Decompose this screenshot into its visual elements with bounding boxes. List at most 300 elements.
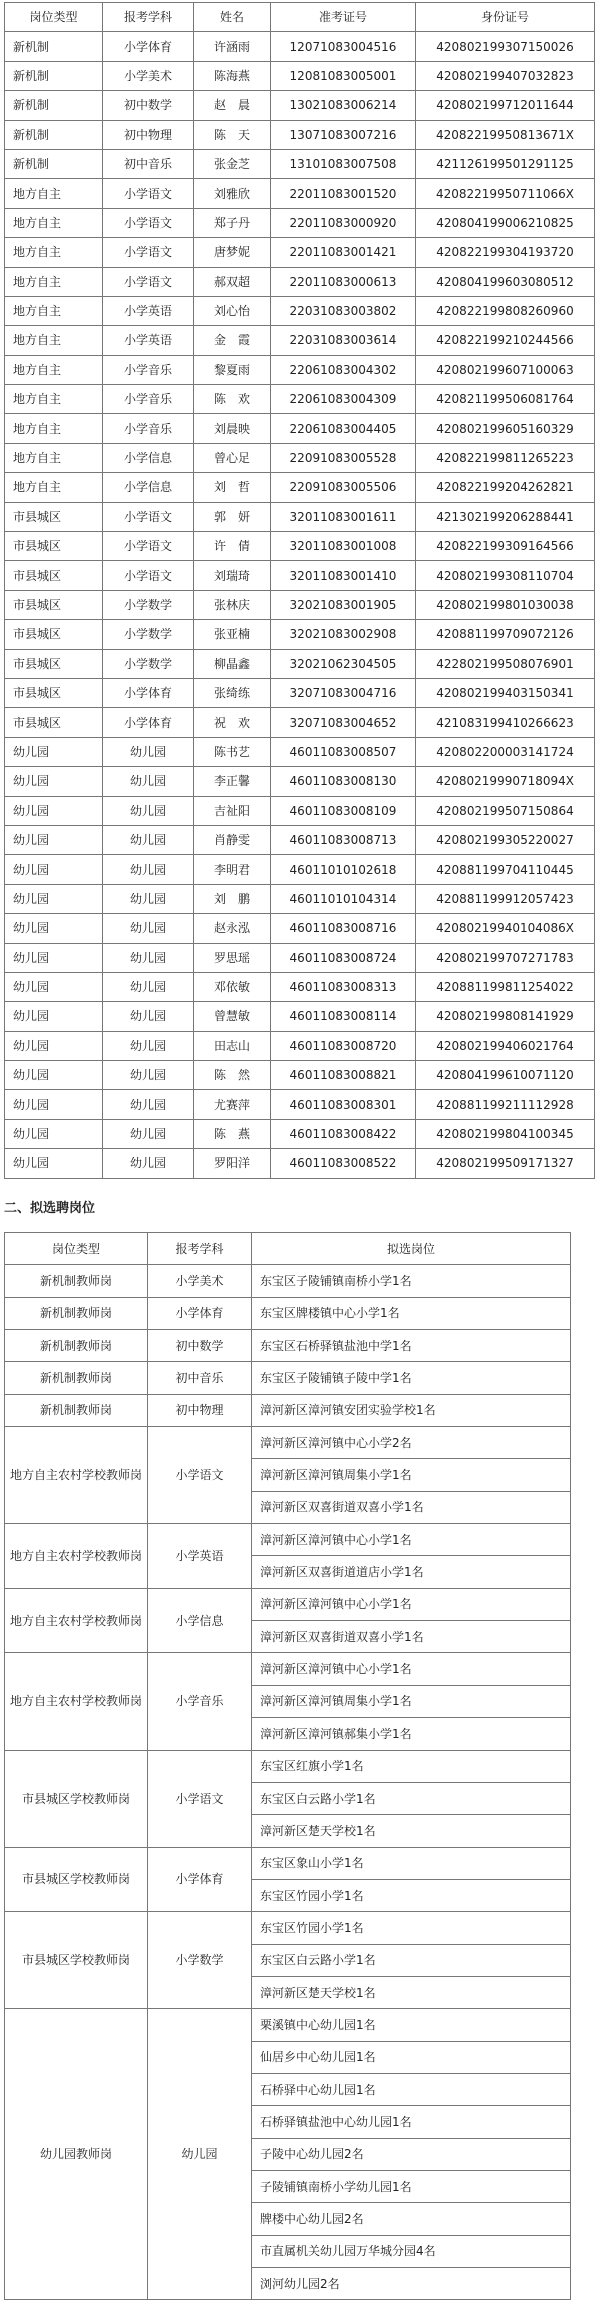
- post-cell: 漳河新区漳河镇安团实验学校1名: [252, 1394, 571, 1426]
- table-cell: 幼儿园: [103, 767, 194, 796]
- table-cell: 420802199307150026: [416, 32, 595, 61]
- table-cell: 32011083001611: [271, 502, 416, 531]
- subject-cell: 小学英语: [148, 1524, 252, 1589]
- table-cell: 唐梦妮: [194, 238, 271, 267]
- table-cell: 张绮练: [194, 678, 271, 707]
- table-cell: 地方自主: [5, 267, 103, 296]
- table-cell: 幼儿园: [103, 1119, 194, 1148]
- position-type-cell: 市县城区学校教师岗: [5, 1912, 148, 2009]
- table-cell: 市县城区: [5, 502, 103, 531]
- table-cell: 幼儿园: [103, 796, 194, 825]
- post-cell: 东宝区牌楼镇中心小学1名: [252, 1297, 571, 1329]
- table-cell: 420802199605160329: [416, 414, 595, 443]
- table-row: [5, 296, 595, 325]
- table-cell: 小学语文: [103, 179, 194, 208]
- table-cell: 42082219950813671X: [416, 120, 595, 149]
- post-cell: 漳河新区漳河镇中心小学1名: [252, 1588, 571, 1620]
- table-cell: 幼儿园: [5, 1061, 103, 1090]
- post-cell: 漳河新区漳河镇中心小学1名: [252, 1524, 571, 1556]
- table-cell: 地方自主: [5, 414, 103, 443]
- table-row: [5, 825, 595, 854]
- table-cell: 420822199210244566: [416, 326, 595, 355]
- table-cell: 42080219940104086X: [416, 914, 595, 943]
- table-cell: 小学英语: [103, 296, 194, 325]
- table-row: [5, 1002, 595, 1031]
- table-cell: 小学语文: [103, 502, 194, 531]
- table-row: [5, 796, 595, 825]
- table-cell: 22091083005528: [271, 443, 416, 472]
- positions-table: [4, 1232, 571, 2300]
- position-type-cell: 地方自主农村学校教师岗: [5, 1427, 148, 1524]
- subject-cell: 初中数学: [148, 1330, 252, 1362]
- table-cell: 幼儿园: [5, 972, 103, 1001]
- table-cell: 420802199509171327: [416, 1149, 595, 1178]
- table-row: [5, 1847, 571, 1879]
- table-row: [5, 1297, 571, 1329]
- post-cell: 东宝区子陵铺镇子陵中学1名: [252, 1362, 571, 1394]
- table-cell: 新机制: [5, 91, 103, 120]
- table-cell: 46011083008713: [271, 825, 416, 854]
- table-cell: 422802199508076901: [416, 649, 595, 678]
- table-row: [5, 473, 595, 502]
- table-cell: 420802199308110704: [416, 561, 595, 590]
- table-cell: 市县城区: [5, 620, 103, 649]
- position-type-cell: 幼儿园教师岗: [5, 2009, 148, 2300]
- header-cell: 身份证号: [416, 3, 595, 32]
- table-cell: 幼儿园: [5, 825, 103, 854]
- post-cell: 牌楼中心幼儿园2名: [252, 2203, 571, 2235]
- table-cell: 幼儿园: [103, 1002, 194, 1031]
- table-cell: 46011010104314: [271, 884, 416, 913]
- table-cell: 420881199211112928: [416, 1090, 595, 1119]
- post-cell: 石桥驿镇盐池中心幼儿园1名: [252, 2106, 571, 2138]
- table-cell: 12071083004516: [271, 32, 416, 61]
- subject-cell: 小学语文: [148, 1750, 252, 1847]
- table-cell: 32021062304505: [271, 649, 416, 678]
- table-cell: 46011083008716: [271, 914, 416, 943]
- table-row: [5, 708, 595, 737]
- post-cell: 东宝区白云路小学1名: [252, 1782, 571, 1814]
- table-row: [5, 914, 595, 943]
- table-cell: 22091083005506: [271, 473, 416, 502]
- table-cell: 幼儿园: [5, 1090, 103, 1119]
- table-cell: 初中数学: [103, 91, 194, 120]
- table-cell: 22061083004309: [271, 385, 416, 414]
- table-cell: 新机制: [5, 61, 103, 90]
- table-cell: 许 倩: [194, 532, 271, 561]
- table-row: [5, 767, 595, 796]
- table-cell: 幼儿园: [5, 914, 103, 943]
- table-row: [5, 532, 595, 561]
- subject-cell: 小学音乐: [148, 1653, 252, 1750]
- post-cell: 漳河新区楚天学校1名: [252, 1976, 571, 2008]
- table-cell: 46011083008724: [271, 943, 416, 972]
- table-cell: 陈海燕: [194, 61, 271, 90]
- table-cell: 421126199501291125: [416, 149, 595, 178]
- table-cell: 郑子丹: [194, 208, 271, 237]
- position-type-cell: 地方自主农村学校教师岗: [5, 1653, 148, 1750]
- table-row: [5, 238, 595, 267]
- table-row: [5, 590, 595, 619]
- table-cell: 幼儿园: [103, 914, 194, 943]
- table-cell: 柳晶鑫: [194, 649, 271, 678]
- table-cell: 32011083001410: [271, 561, 416, 590]
- table-cell: 赵永泓: [194, 914, 271, 943]
- subject-cell: 幼儿园: [148, 2009, 252, 2300]
- table-cell: 小学语文: [103, 267, 194, 296]
- table-row: [5, 61, 595, 90]
- table-cell: 幼儿园: [5, 737, 103, 766]
- table-cell: 郭 妍: [194, 502, 271, 531]
- table-cell: 小学体育: [103, 678, 194, 707]
- table-cell: 地方自主: [5, 296, 103, 325]
- table-cell: 420802199406021764: [416, 1031, 595, 1060]
- table-cell: 小学音乐: [103, 414, 194, 443]
- table-cell: 12081083005001: [271, 61, 416, 90]
- post-cell: 浏河幼儿园2名: [252, 2268, 571, 2300]
- table-cell: 市县城区: [5, 561, 103, 590]
- table-cell: 刘 鹏: [194, 884, 271, 913]
- table-cell: 13021083006214: [271, 91, 416, 120]
- table-cell: 420802199305220027: [416, 825, 595, 854]
- position-type-cell: 地方自主农村学校教师岗: [5, 1524, 148, 1589]
- table-cell: 刘雅欣: [194, 179, 271, 208]
- table-cell: 幼儿园: [103, 855, 194, 884]
- table-cell: 46011083008130: [271, 767, 416, 796]
- table-cell: 陈 欢: [194, 385, 271, 414]
- table-row: [5, 561, 595, 590]
- table-cell: 420802199801030038: [416, 590, 595, 619]
- table-cell: 曾心足: [194, 443, 271, 472]
- table-row: [5, 1427, 571, 1459]
- table-cell: 幼儿园: [5, 1119, 103, 1148]
- subject-cell: 小学信息: [148, 1588, 252, 1653]
- table-cell: 田志山: [194, 1031, 271, 1060]
- table-cell: 32021083001905: [271, 590, 416, 619]
- table-cell: 新机制: [5, 149, 103, 178]
- table-cell: 420881199912057423: [416, 884, 595, 913]
- table-cell: 地方自主: [5, 326, 103, 355]
- header-cell: 准考证号: [271, 3, 416, 32]
- table-cell: 新机制: [5, 120, 103, 149]
- table-cell: 42082219950711066X: [416, 179, 595, 208]
- table-cell: 李正馨: [194, 767, 271, 796]
- table-cell: 420881199704110445: [416, 855, 595, 884]
- post-cell: 漳河新区漳河镇中心小学1名: [252, 1653, 571, 1685]
- table-row: [5, 1362, 571, 1394]
- table-cell: 幼儿园: [5, 767, 103, 796]
- position-type-cell: 市县城区学校教师岗: [5, 1847, 148, 1912]
- table-cell: 曾慧敏: [194, 1002, 271, 1031]
- table-cell: 许涵雨: [194, 32, 271, 61]
- table-cell: 22031083003802: [271, 296, 416, 325]
- table-cell: 张金芝: [194, 149, 271, 178]
- table-cell: 420822199811265223: [416, 443, 595, 472]
- table-cell: 初中音乐: [103, 149, 194, 178]
- post-cell: 东宝区象山小学1名: [252, 1847, 571, 1879]
- table-row: [5, 267, 595, 296]
- table-cell: 陈 燕: [194, 1119, 271, 1148]
- table-cell: 刘 哲: [194, 473, 271, 502]
- table-cell: 46011083008422: [271, 1119, 416, 1148]
- table-cell: 新机制: [5, 32, 103, 61]
- post-cell: 东宝区白云路小学1名: [252, 1944, 571, 1976]
- table-cell: 小学数学: [103, 590, 194, 619]
- table-cell: 46011010102618: [271, 855, 416, 884]
- section-heading: 二、拟选聘岗位: [4, 1201, 96, 1216]
- table-cell: 地方自主: [5, 385, 103, 414]
- table-cell: 市县城区: [5, 532, 103, 561]
- table-cell: 祝 欢: [194, 708, 271, 737]
- table-cell: 小学信息: [103, 443, 194, 472]
- table-cell: 46011083008507: [271, 737, 416, 766]
- table-row: [5, 1330, 571, 1362]
- table-cell: 赵 晨: [194, 91, 271, 120]
- table-row: [5, 1750, 571, 1782]
- table-cell: 郝双超: [194, 267, 271, 296]
- table-cell: 李明君: [194, 855, 271, 884]
- header-cell: 岗位类型: [5, 1233, 148, 1265]
- table-cell: 420802199507150864: [416, 796, 595, 825]
- post-cell: 市直属机关幼儿园万华城分园4名: [252, 2235, 571, 2267]
- table-cell: 420822199204262821: [416, 473, 595, 502]
- table-cell: 幼儿园: [103, 1090, 194, 1119]
- table-cell: 幼儿园: [5, 796, 103, 825]
- table-cell: 32071083004652: [271, 708, 416, 737]
- post-cell: 漳河新区漳河镇郝集小学1名: [252, 1718, 571, 1750]
- table-cell: 陈 然: [194, 1061, 271, 1090]
- table-cell: 刘瑞琦: [194, 561, 271, 590]
- position-type-cell: 市县城区学校教师岗: [5, 1750, 148, 1847]
- post-cell: 漳河新区漳河镇周集小学1名: [252, 1685, 571, 1717]
- table-cell: 421083199410266623: [416, 708, 595, 737]
- table-cell: 420881199811254022: [416, 972, 595, 1001]
- table-cell: 幼儿园: [103, 1061, 194, 1090]
- table-cell: 小学英语: [103, 326, 194, 355]
- table-row: [5, 120, 595, 149]
- post-cell: 漳河新区双喜街道道店小学1名: [252, 1556, 571, 1588]
- table-cell: 地方自主: [5, 208, 103, 237]
- post-cell: 漳河新区双喜街道双喜小学1名: [252, 1621, 571, 1653]
- table-cell: 邓依敏: [194, 972, 271, 1001]
- post-cell: 东宝区石桥驿镇盐池中学1名: [252, 1330, 571, 1362]
- table-cell: 金 霞: [194, 326, 271, 355]
- subject-cell: 小学数学: [148, 1912, 252, 2009]
- table-row: [5, 443, 595, 472]
- table-cell: 22061083004302: [271, 355, 416, 384]
- table-cell: 幼儿园: [103, 825, 194, 854]
- table-cell: 420822199309164566: [416, 532, 595, 561]
- table-cell: 420821199506081764: [416, 385, 595, 414]
- table-row: [5, 649, 595, 678]
- post-cell: 东宝区竹园小学1名: [252, 1912, 571, 1944]
- table-cell: 地方自主: [5, 355, 103, 384]
- table-cell: 幼儿园: [5, 1149, 103, 1178]
- table-cell: 420802199712011644: [416, 91, 595, 120]
- table-row: [5, 1031, 595, 1060]
- post-cell: 漳河新区楚天学校1名: [252, 1815, 571, 1847]
- table-row: [5, 1265, 571, 1297]
- table-cell: 小学语文: [103, 238, 194, 267]
- table-cell: 小学信息: [103, 473, 194, 502]
- table-cell: 幼儿园: [103, 737, 194, 766]
- table-row: [5, 1394, 571, 1426]
- table-row: [5, 149, 595, 178]
- table-cell: 市县城区: [5, 708, 103, 737]
- table-cell: 陈书艺: [194, 737, 271, 766]
- table-cell: 市县城区: [5, 678, 103, 707]
- table-cell: 420802199707271783: [416, 943, 595, 972]
- post-cell: 栗溪镇中心幼儿园1名: [252, 2009, 571, 2041]
- table-cell: 22011083001421: [271, 238, 416, 267]
- table-cell: 刘心怡: [194, 296, 271, 325]
- table-cell: 小学音乐: [103, 385, 194, 414]
- table-cell: 22011083000920: [271, 208, 416, 237]
- table-cell: 46011083008301: [271, 1090, 416, 1119]
- post-cell: 东宝区竹园小学1名: [252, 1879, 571, 1911]
- header-cell: 报考学科: [103, 3, 194, 32]
- table-row: [5, 502, 595, 531]
- table-row: [5, 1524, 571, 1556]
- table-row: [5, 855, 595, 884]
- table-cell: 22011083001520: [271, 179, 416, 208]
- table-cell: 32071083004716: [271, 678, 416, 707]
- table-cell: 420802199403150341: [416, 678, 595, 707]
- table-row: [5, 620, 595, 649]
- table-cell: 市县城区: [5, 590, 103, 619]
- post-cell: 漳河新区漳河镇周集小学1名: [252, 1459, 571, 1491]
- header-cell: 拟选岗位: [252, 1233, 571, 1265]
- table-row: [5, 1588, 571, 1620]
- table-cell: 幼儿园: [5, 884, 103, 913]
- post-cell: 东宝区红旗小学1名: [252, 1750, 571, 1782]
- table-cell: 尤赛萍: [194, 1090, 271, 1119]
- table-cell: 罗思瑶: [194, 943, 271, 972]
- table-cell: 地方自主: [5, 238, 103, 267]
- table-cell: 张亚楠: [194, 620, 271, 649]
- table-cell: 刘晨映: [194, 414, 271, 443]
- table-cell: 小学语文: [103, 532, 194, 561]
- table-row: [5, 1912, 571, 1944]
- table-row: [5, 678, 595, 707]
- table-cell: 420802199407032823: [416, 61, 595, 90]
- table-row: [5, 1119, 595, 1148]
- table-cell: 幼儿园: [103, 943, 194, 972]
- subject-cell: 初中物理: [148, 1394, 252, 1426]
- table-cell: 13101083007508: [271, 149, 416, 178]
- table-cell: 32021083002908: [271, 620, 416, 649]
- table-cell: 13071083007216: [271, 120, 416, 149]
- post-cell: 子陵铺镇南桥小学幼儿园1名: [252, 2170, 571, 2202]
- subject-cell: 小学体育: [148, 1297, 252, 1329]
- subject-cell: 初中音乐: [148, 1362, 252, 1394]
- table-row: [5, 2009, 571, 2041]
- position-type-cell: 新机制教师岗: [5, 1394, 148, 1426]
- table-header-row: [5, 3, 595, 32]
- table-cell: 小学体育: [103, 708, 194, 737]
- subject-cell: 小学美术: [148, 1265, 252, 1297]
- table-cell: 黎夏雨: [194, 355, 271, 384]
- table-row: [5, 884, 595, 913]
- candidate-table: [4, 2, 595, 1179]
- table-row: [5, 972, 595, 1001]
- table-row: [5, 208, 595, 237]
- table-cell: 小学语文: [103, 208, 194, 237]
- position-type-cell: 新机制教师岗: [5, 1265, 148, 1297]
- table-row: [5, 1653, 571, 1685]
- table-cell: 42080219990718094X: [416, 767, 595, 796]
- table-cell: 幼儿园: [103, 1149, 194, 1178]
- table-cell: 22011083000613: [271, 267, 416, 296]
- table-cell: 地方自主: [5, 179, 103, 208]
- table-row: [5, 32, 595, 61]
- table-cell: 420802199607100063: [416, 355, 595, 384]
- table-cell: 32011083001008: [271, 532, 416, 561]
- table-cell: 22031083003614: [271, 326, 416, 355]
- table-cell: 46011083008109: [271, 796, 416, 825]
- table-row: [5, 326, 595, 355]
- table-cell: 吉祉阳: [194, 796, 271, 825]
- table-cell: 小学语文: [103, 561, 194, 590]
- table-cell: 46011083008114: [271, 1002, 416, 1031]
- table-cell: 小学数学: [103, 649, 194, 678]
- table-cell: 幼儿园: [103, 1031, 194, 1060]
- table-row: [5, 414, 595, 443]
- table-cell: 420804199610071120: [416, 1061, 595, 1090]
- table-cell: 市县城区: [5, 649, 103, 678]
- table-row: [5, 943, 595, 972]
- table-row: [5, 355, 595, 384]
- table-cell: 420822199304193720: [416, 238, 595, 267]
- post-cell: 东宝区子陵铺镇南桥小学1名: [252, 1265, 571, 1297]
- table-cell: 肖静雯: [194, 825, 271, 854]
- table-cell: 420881199709072126: [416, 620, 595, 649]
- post-cell: 子陵中心幼儿园2名: [252, 2138, 571, 2170]
- table-row: [5, 179, 595, 208]
- table-cell: 小学数学: [103, 620, 194, 649]
- post-cell: 漳河新区漳河镇中心小学2名: [252, 1427, 571, 1459]
- table-cell: 地方自主: [5, 473, 103, 502]
- table-cell: 420802199808141929: [416, 1002, 595, 1031]
- table-cell: 张林庆: [194, 590, 271, 619]
- header-cell: 岗位类型: [5, 3, 103, 32]
- table-row: [5, 737, 595, 766]
- table-row: [5, 91, 595, 120]
- table-cell: 罗阳洋: [194, 1149, 271, 1178]
- table-cell: 420802200003141724: [416, 737, 595, 766]
- table-cell: 46011083008821: [271, 1061, 416, 1090]
- position-type-cell: 新机制教师岗: [5, 1362, 148, 1394]
- table-cell: 420822199808260960: [416, 296, 595, 325]
- table-cell: 幼儿园: [5, 943, 103, 972]
- table-cell: 22061083004405: [271, 414, 416, 443]
- table-cell: 幼儿园: [5, 855, 103, 884]
- position-type-cell: 新机制教师岗: [5, 1330, 148, 1362]
- table-cell: 幼儿园: [103, 972, 194, 1001]
- table-cell: 46011083008720: [271, 1031, 416, 1060]
- table-cell: 420802199804100345: [416, 1119, 595, 1148]
- table-cell: 46011083008313: [271, 972, 416, 1001]
- table-row: [5, 1061, 595, 1090]
- table-row: [5, 385, 595, 414]
- position-type-cell: 地方自主农村学校教师岗: [5, 1588, 148, 1653]
- table-header-row: [5, 1233, 571, 1265]
- subject-cell: 小学体育: [148, 1847, 252, 1912]
- post-cell: 漳河新区双喜街道双喜小学1名: [252, 1491, 571, 1523]
- table-cell: 陈 天: [194, 120, 271, 149]
- table-cell: 地方自主: [5, 443, 103, 472]
- table-row: [5, 1090, 595, 1119]
